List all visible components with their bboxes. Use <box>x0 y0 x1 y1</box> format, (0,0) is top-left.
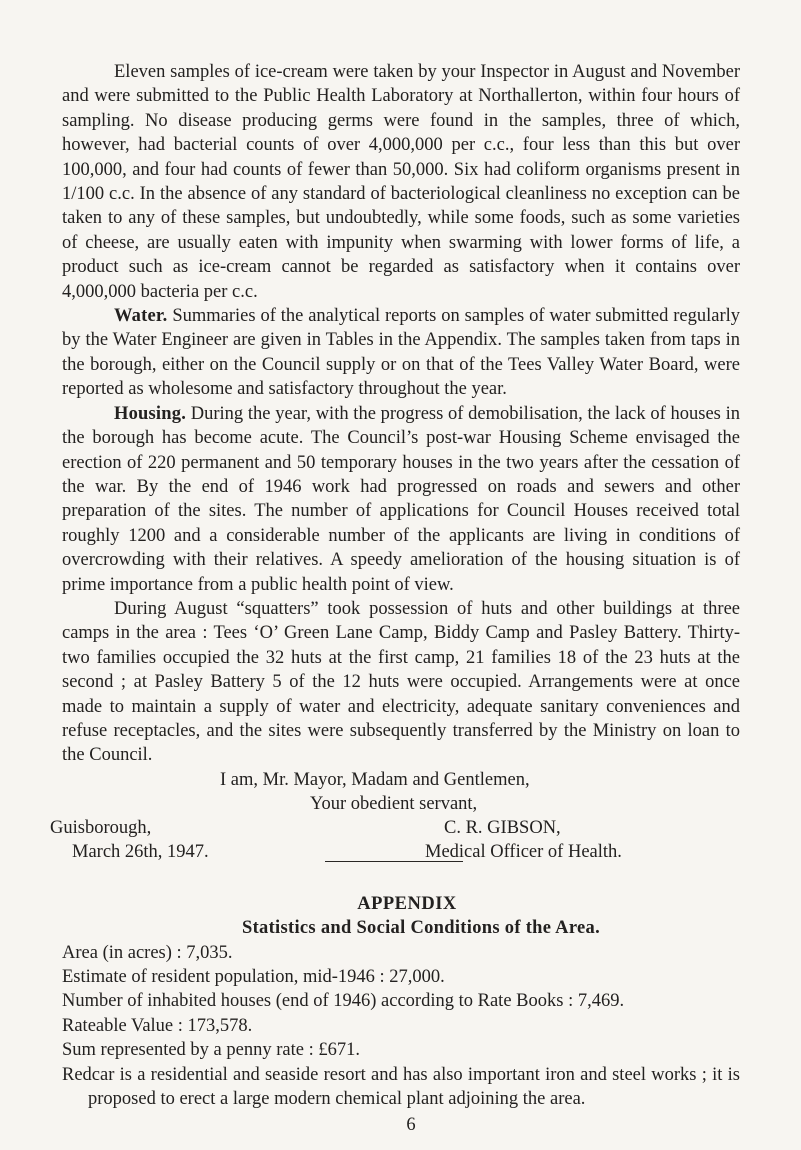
stat-line: Sum represented by a penny rate : £671. <box>62 1040 360 1061</box>
document-page <box>50 60 740 1138</box>
signature-block <box>50 768 740 866</box>
appendix-title: APPENDIX <box>357 893 457 914</box>
signatory-name: C. R. GIBSON, <box>444 817 561 838</box>
stat-line: Area (in acres) : 7,035. <box>62 942 233 963</box>
housing-paragraph <box>62 402 740 597</box>
stat-line: Estimate of resident population, mid-1946 : 27,000. <box>62 967 445 987</box>
water-heading: Water. <box>114 306 168 327</box>
section-divider <box>325 861 463 862</box>
housing-heading: Housing. <box>114 403 187 424</box>
appendix-section <box>62 892 740 1112</box>
area-note: Redcar is a residential and seaside resort and has also important iron and steel works ; it is proposed to erect a large modern chemical plant adjoining the area. <box>62 1064 740 1110</box>
signature-date: March 26th, 1947. <box>72 841 209 862</box>
ice-cream-paragraph: Eleven samples of ice-cream were taken by your Inspector in August and November and were submitted to the Public Health Laboratory at Northallerton, within four hours of sampling. No disease producing germs were found in the samples, three of which, however, had bacterial counts of over 4,000,000 per c.c., four less than this but over 100,000, and four had counts of fewer than 50,000. Six had coliform organisms present in 1/100 c.c. In the absence of any standard of bacteriological cleanliness no exception can be taken to any of these samples, but undoubtedly, while some foods, such as some varieties of cheese, are usually eaten with impunity when swarming with lower forms of life, a product such as ice-cream cannot be regarded as satisfactory when it contains over 4,000,000 bacteria per c.c. <box>62 62 740 302</box>
stat-line: Rateable Value : 173,578. <box>62 1015 253 1036</box>
appendix-subtitle: Statistics and Social Conditions of the Area. <box>241 918 600 939</box>
stat-line: Number of inhabited houses (end of 1946) according to Rate Books : 7,469. <box>62 991 625 1012</box>
housing-text: During the year, with the progress of demobilisation, the lack of houses in the borough has become acute. The Council’s post-war Housing Scheme envisaged the erection of 220 permanent and 50 temporary houses in the two years after the cessation of the war. By the end of 1946 work had progressed on roads and sewers and other preparation of the sites. The number of applications for Council Houses received total roughly 1200 and a considerable number of the applicants are living in conditions of overcrowding with their relatives. A speedy amelioration of the housing situation is of prime importance from a public health point of view. <box>62 403 740 595</box>
water-text: Summaries of the analytical reports on samples of water submitted regularly by the Water Engineer are given in Tables in the Appendix. The samples taken from taps in the borough, either on the Council supply or on that of the Tees Valley Water Board, were reported as wholesome and satisfactory throughout the year. <box>62 306 740 400</box>
signatory-title: Medical Officer of Health. <box>425 841 622 862</box>
squatters-paragraph: During August “squatters” took possession of huts and other buildings at three camps in the area : Tees ‘O’ Green Lane Camp, Biddy Camp and Pasley Battery. Thirty-two families occupied the 32 huts at the first camp, 21 families 18 of the 23 huts at the second ; at Pasley Battery 5 of the 12 huts were occupied. Arrangements were at once made to maintain a supply of water and electricity, adequate sanitary conveniences and refuse receptacles, and the sites were subsequently transferred by the Ministry on loan to the Council. <box>62 598 740 766</box>
salutation: I am, Mr. Mayor, Madam and Gentlemen, <box>220 769 530 790</box>
closing: Your obedient servant, <box>310 793 478 814</box>
signature-place: Guisborough, <box>50 817 152 838</box>
page-number: 6 <box>406 1115 416 1136</box>
water-paragraph <box>62 304 740 402</box>
